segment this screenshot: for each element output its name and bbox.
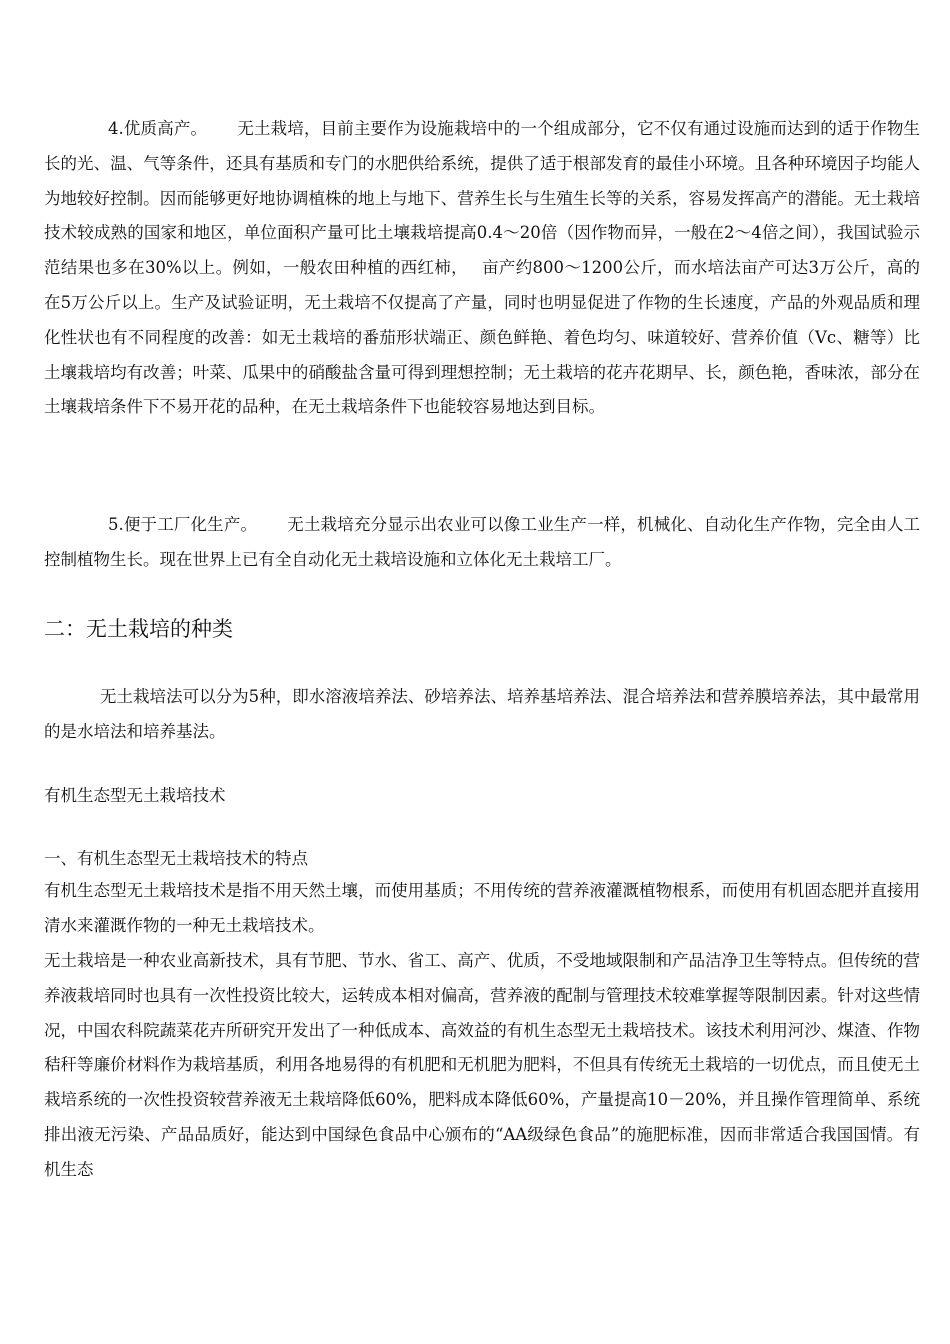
heading-types: 二：无土栽培的种类 [44,617,233,641]
paragraph-advantages: 无土栽培是一种农业高新技术，具有节肥、节水、省工、高产、优质，不受地域限制和产品洁净卫生等特点。但传统的营养液栽培同时也具有一次性投资比较大，运转成本相对偏高，营养液的配制与管理技术较难掌握等限制因素。针对这些情况，中国农科院蔬菜花卉所研究开发出了一种低成本、高效益的有机生态型无土栽培技术。该技术利用河沙、煤渣、作物秸秆等廉价材料作为栽培基质，利用各地易得的有机肥和无机肥为肥料，不但具有传统无土栽培的一切优点，而且使无土栽培系统的一次性投资较营养液无土栽培降低60%，肥料成本降低60%，产量提高10－20%，并且操作管理简单、系统排出液无污染、产品品质好，能达到中国绿色食品中心颁布的“AA级绿色食品”的施肥标准，因而非常适合我国国情。有机生态 [44,951,920,1179]
section-4-text: 无土栽培，目前主要作为设施栽培中的一个组成部分，它不仅有通过设施而达到的适于作物生长的光、温、气等条件，还具有基质和专门的水肥供给系统，提供了适于根部发育的最佳小环境。且各种环境因子均能人为地较好控制。因而能够更好地协调植株的地上与地下、营养生长与生殖生长等的关系，容易发挥高产的潜能。无土栽培技术较成熟的国家和地区，单位面积产量可比土壤栽培提高0.4～20倍（因作物而异，一般在2～4倍之间），我国试验示范结果也多在30%以上。例如，一般农田种植的西红柿， 亩产约800～1200公斤，而水培法亩产可达3万公斤，高的在5万公斤以上。生产及试验证明，无土栽培不仅提高了产量，同时也明显促进了作物的生长速度，产品的外观品质和理化性状也有不同程度的改善：如无土栽培的番茄形状端正、颜色鲜艳、着色均匀、味道较好、营养价值（Vc、糖等）比土壤栽培均有改善；叶菜、瓜果中的硝酸盐含量可得到理想控制；无土栽培的花卉花期早、长，颜色艳，香味浓，部分在土壤栽培条件下不易开花的品种，在无土栽培条件下也能较容易地达到目标。 [44,119,920,417]
section-5-text: 无土栽培充分显示出农业可以像工业生产一样，机械化、自动化生产作物，完全由人工控制植物生长。现在世界上已有全自动化无土栽培设施和立体化无土栽培工厂。 [44,515,921,569]
paragraph-definition: 有机生态型无土栽培技术是指不用天然土壤，而使用基质；不用传统的营养液灌溉植物根系，而使用有机固态肥并直接用清水来灌溉作物的一种无土栽培技术。 [44,881,920,935]
section-4-label: 4.优质高产。 [108,119,208,138]
paragraph-section-5 [44,508,920,578]
paragraph-section-4 [44,112,920,425]
subtitle-organic-technology: 有机生态型无土栽培技术 [44,786,226,805]
paragraph-types: 无土栽培法可以分为5种，即水溶液培养法、砂培养法、培养基培养法、混合培养法和营养膜培养法，其中最常用的是水培法和培养基法。 [44,687,920,741]
section-5-label: 5.便于工厂化生产。 [108,515,258,534]
section-1-title: 一、有机生态型无土栽培技术的特点 [44,849,308,868]
